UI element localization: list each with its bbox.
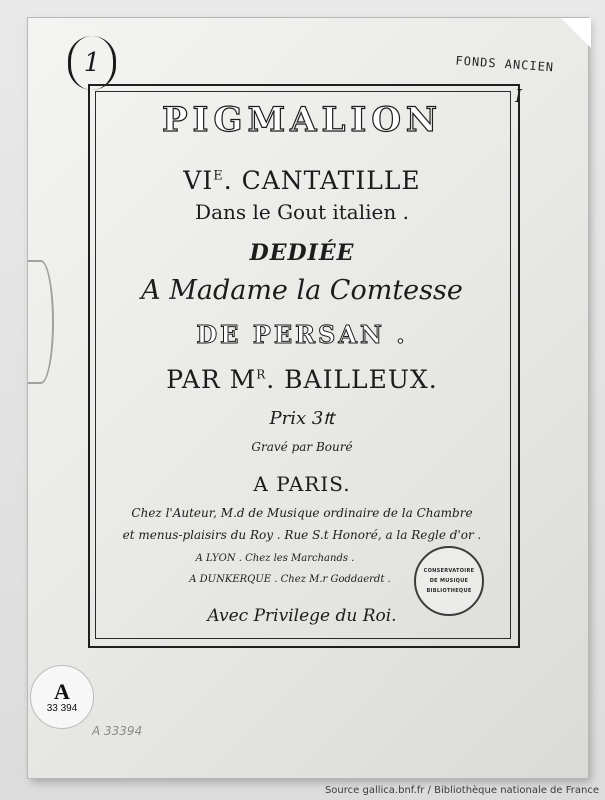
shelf-number: 33 394 <box>46 702 78 714</box>
lyon-line: A LYON . Chez les Marchands . <box>195 553 355 564</box>
seal-line-1: CONSERVATOIRE <box>423 568 475 574</box>
address-line-1: Chez l'Auteur, M.d de Musique ordinaire de la Chambre <box>131 506 473 520</box>
pencil-shelf-mark: A 33394 <box>92 724 143 738</box>
dedicatee-line: A Madame la Comtesse <box>141 275 463 306</box>
author-line <box>95 365 509 394</box>
binding-string <box>28 260 54 384</box>
price-line: Prix 3₶ <box>269 408 335 429</box>
dedicatee-name: DE PERSAN . <box>196 320 408 349</box>
fonds-ancien-stamp: FONDS ANCIEN <box>455 53 555 75</box>
subtitle-superscript: E <box>213 168 224 184</box>
engraver-line: Gravé par Bouré <box>251 440 353 454</box>
work-title: PIGMALION <box>161 100 443 140</box>
subtitle-text: . CANTATILLE <box>223 166 421 195</box>
source-caption: Source gallica.bnf.fr / Bibliothèque nationale de France <box>324 785 599 796</box>
dunkerque-line: A DUNKERQUE . Chez M.r Goddaerdt . <box>189 574 391 585</box>
author-name: . BAILLEUX. <box>266 365 438 394</box>
city-line: A PARIS. <box>253 472 351 496</box>
privilege-line: Avec Privilege du Roi. <box>207 606 397 626</box>
shelf-letter: A <box>54 678 70 704</box>
seal-line-3: BIBLIOTHEQUE <box>426 588 472 594</box>
subtitle-numeral: VI <box>183 166 214 195</box>
style-line: Dans le Gout italien . <box>195 200 409 224</box>
volume-number-mark: 1 <box>68 36 116 90</box>
fonds-number: I <box>515 86 523 107</box>
address-line-2: et menus-plaisirs du Roy . Rue S.t Honoré, a la Regle d'or . <box>122 528 482 542</box>
author-prefix: PAR M <box>166 365 257 394</box>
dedication-label: DEDIÉE <box>249 240 355 266</box>
cantatille-subtitle <box>95 166 509 195</box>
torn-corner <box>561 18 591 48</box>
author-superscript: R <box>256 367 267 382</box>
library-seal-stamp <box>414 546 484 616</box>
seal-line-2: DE MUSIQUE <box>429 578 469 584</box>
shelf-mark-label <box>30 665 94 729</box>
